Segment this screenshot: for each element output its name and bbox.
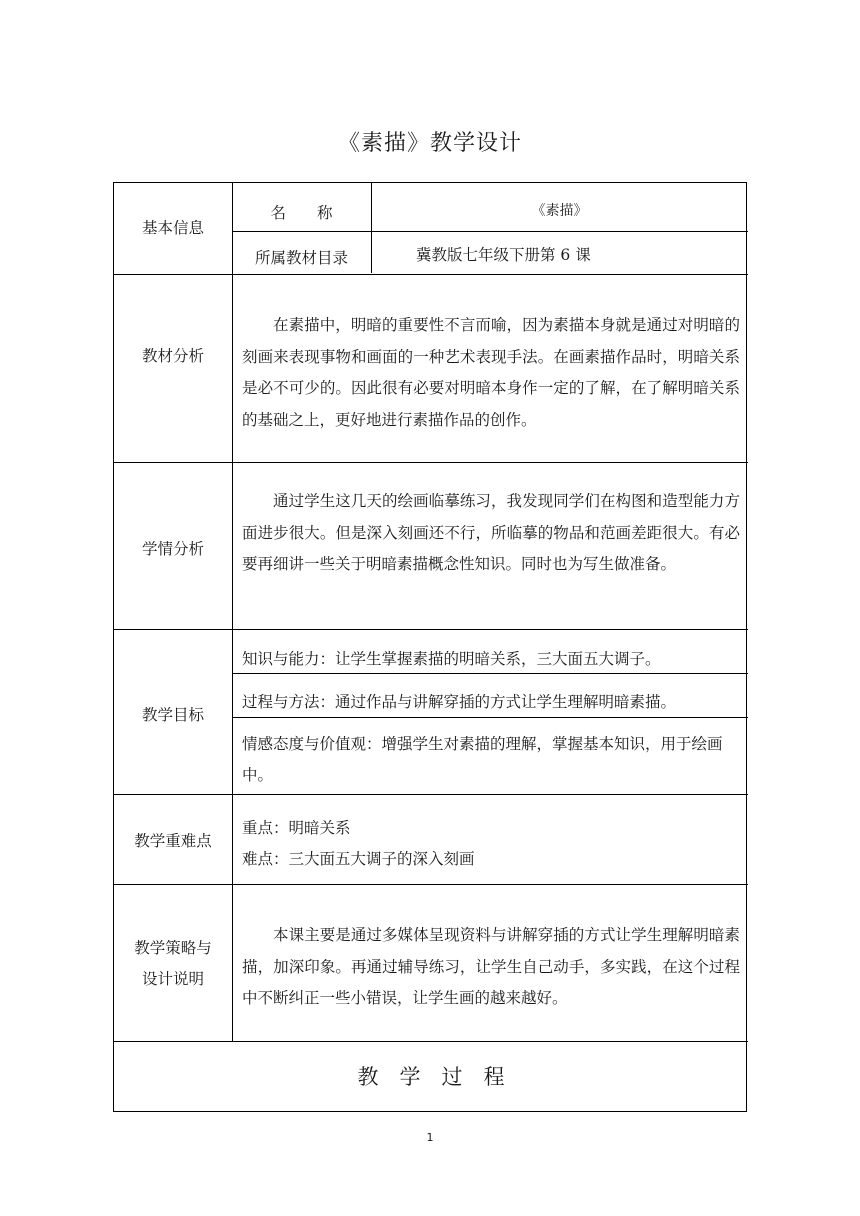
catalog-label: 所属教材目录 (254, 249, 348, 267)
row-divider (114, 629, 748, 630)
name-label: 名 称 (270, 204, 333, 222)
document-title: 《素描》教学设计 (337, 131, 522, 156)
key-point: 重点：明暗关系 (242, 819, 351, 837)
difficulty-point: 难点：三大面五大调子的深入刻画 (242, 850, 475, 868)
row-divider (114, 274, 748, 275)
name-value: 《素描》 (531, 203, 588, 219)
row-divider (114, 1041, 748, 1042)
row-divider (232, 231, 748, 232)
strategy-label-line1: 教学策略与 (134, 939, 212, 957)
row-divider (114, 794, 748, 795)
material-analysis-text: 在素描中，明暗的重要性不言而喻，因为素描本身就是通过对明暗的刻画来表现事物和画面的一种艺术表现手法。在画素描作品时，明暗关系是必不可少的。因此很有必要对明暗本身作一定的了解，在了解明暗关系的基础之上，更好地进行素描作品的创作。 (242, 316, 740, 429)
strategy-label-line2: 设计说明 (141, 970, 204, 988)
row-divider (114, 884, 748, 885)
lesson-plan-table (113, 182, 747, 1112)
strategy-text: 本课主要是通过多媒体呈现资料与讲解穿插的方式让学生理解明暗素描，加深印象。再通过辅导练习，让学生自己动手，多实践，在这个过程中不断纠正一些小错误，让学生画的越来越好。 (242, 926, 740, 1007)
column-divider (232, 183, 233, 1041)
key-points-label: 教学重难点 (134, 832, 212, 850)
student-analysis-label: 学情分析 (141, 540, 204, 558)
objective-emotion: 情感态度与价值观：增强学生对素描的理解，掌握基本知识，用于绘画中。 (242, 735, 723, 784)
basic-info-label: 基本信息 (141, 219, 204, 237)
material-analysis-label: 教材分析 (141, 347, 204, 365)
catalog-value: 冀教版七年级下册第 6 课 (416, 246, 591, 264)
row-divider (114, 462, 748, 463)
objective-knowledge: 知识与能力：让学生掌握素描的明暗关系，三大面五大调子。 (242, 650, 661, 668)
objective-process: 过程与方法：通过作品与讲解穿插的方式让学生理解明暗素描。 (242, 693, 677, 711)
student-analysis-text: 通过学生这几天的绘画临摹练习，我发现同学们在构图和造型能力方面进步很大。但是深入刻画还不行，所临摹的物品和范画差距很大。有必要再细讲一些关于明暗素描概念性知识。同时也为写生做准备。 (242, 492, 740, 573)
page-number: 1 (426, 1131, 434, 1144)
teaching-process-header: 教 学 过 程 (357, 1065, 505, 1089)
objectives-label: 教学目标 (141, 706, 204, 724)
